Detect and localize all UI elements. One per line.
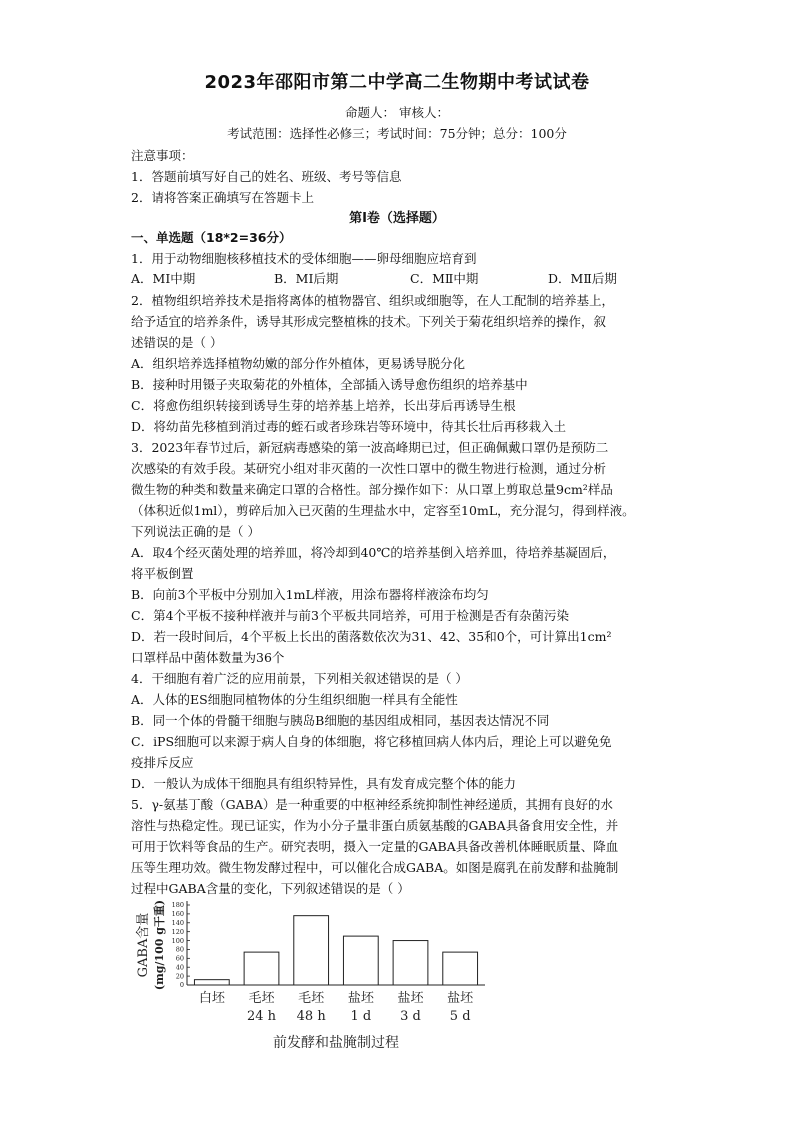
- option-d: D．将幼苗先移植到消过毒的蛭石或者珍珠岩等环境中，待其长壮后再移栽入土: [131, 419, 567, 434]
- x-tick-label: 盐坯: [347, 991, 374, 1006]
- y-tick-label: 160: [171, 910, 184, 919]
- y-tick-label: 140: [171, 918, 184, 927]
- option-d-cont: 口罩样品中菌体数量为36个: [131, 650, 285, 665]
- bar: [294, 916, 329, 985]
- x-tick-label: 毛坯: [248, 991, 275, 1006]
- option-c: C．iPS细胞可以来源于病人自身的体细胞，将它移植回病人体内后，理论上可以避免免: [131, 734, 612, 749]
- option-c: C．MⅡ中期: [410, 271, 479, 286]
- exam-title: 2023年邵阳市第二中学高二生物期中考试试卷: [204, 72, 590, 93]
- x-tick-sublabel: 48 h: [296, 1009, 326, 1024]
- option-c: C．第4个平板不接种样液并与前3个平板共同培养，可用于检测是否有杂菌污染: [131, 608, 569, 623]
- question-2-stem: 述错误的是（ ）: [131, 335, 223, 350]
- x-tick-sublabel: 24 h: [246, 1009, 277, 1024]
- y-axis-label: GABA含量: [136, 912, 151, 978]
- exam-scope: 考试范围：选择性必修三；考试时间：75分钟；总分：100分: [227, 126, 567, 141]
- option-d: D．MⅡ后期: [548, 271, 617, 286]
- part-title: 第I卷（选择题）: [349, 211, 445, 226]
- option-c-cont: 疫排斥反应: [131, 755, 194, 770]
- option-a-cont: 将平板倒置: [131, 566, 194, 581]
- authors-line: 命题人： 审核人：: [345, 105, 449, 120]
- option-b: B．同一个体的骨髓干细胞与胰岛B细胞的基因组成相同，基因表达情况不同: [131, 713, 550, 728]
- y-tick-label: 120: [171, 927, 184, 936]
- gaba-bar-chart: [125, 893, 495, 1063]
- x-tick-sublabel: 5 d: [449, 1009, 471, 1024]
- question-5-stem: 5．γ-氨基丁酸（GABA）是一种重要的中枢神经系统抑制性神经递质，其拥有良好的水: [131, 797, 613, 812]
- y-axis-unit: (mg/100 g干重): [153, 899, 166, 991]
- question-2-stem: 给予适宜的培养条件，诱导其形成完整植株的技术。下列关于菊花组织培养的操作，叙: [131, 314, 607, 329]
- question-5-stem: 压等生理功效。微生物发酵过程中，可以催化合成GABA。如图是腐乳在前发酵和盐腌制: [131, 860, 619, 875]
- option-b: B．接种时用镊子夹取菊花的外植体，全部插入诱导愈伤组织的培养基中: [131, 377, 528, 392]
- bar: [194, 980, 229, 985]
- option-b: B．MⅠ后期: [274, 271, 339, 286]
- option-a: A．取4个经灭菌处理的培养皿，将冷却到40℃的培养基倒入培养皿，待培养基凝固后，: [131, 545, 616, 560]
- option-a: A．MⅠ中期: [131, 271, 196, 286]
- notice-item: 2．请将答案正确填写在答题卡上: [131, 190, 314, 205]
- question-4-stem: 4．干细胞有着广泛的应用前景，下列相关叙述错误的是（ ）: [131, 671, 468, 686]
- y-tick-label: 20: [175, 972, 184, 981]
- question-3-stem: 次感染的有效手段。某研究小组对非灭菌的一次性口罩中的微生物进行检测，通过分析: [131, 461, 607, 476]
- x-tick-label: 白坯: [198, 991, 225, 1006]
- question-5-stem: 过程中GABA含量的变化，下列叙述错误的是（ ）: [131, 881, 410, 896]
- x-tick-sublabel: 1 d: [350, 1009, 372, 1024]
- y-tick-label: 80: [175, 945, 184, 954]
- option-d: D．一般认为成体干细胞具有组织特异性，具有发育成完整个体的能力: [131, 776, 517, 791]
- question-1-stem: 1．用于动物细胞核移植技术的受体细胞——卵母细胞应培育到: [131, 251, 477, 266]
- y-tick-label: 100: [171, 936, 184, 945]
- section-heading: 一、单选题（18*2=36分）: [131, 230, 292, 245]
- option-c: C．将愈伤组织转接到诱导生芽的培养基上培养，长出芽后再诱导生根: [131, 398, 516, 413]
- question-5-stem: 可用于饮料等食品的生产。研究表明，摄入一定量的GABA具备改善机体睡眠质量、降血: [131, 839, 619, 854]
- question-3-stem: 下列说法正确的是（ ）: [131, 524, 260, 539]
- notice-item: 1．答题前填写好自己的姓名、班级、考号等信息: [131, 169, 402, 184]
- y-tick-label: 60: [175, 954, 184, 963]
- x-axis-label: 前发酵和盐腌制过程: [273, 1035, 399, 1051]
- option-a: A．组织培养选择植物幼嫩的部分作外植体，更易诱导脱分化: [131, 356, 466, 371]
- option-d: D．若一段时间后，4个平板上长出的菌落数依次为31、42、35和0个，可计算出1cm²: [131, 629, 612, 644]
- question-3-stem: 3．2023年春节过后，新冠病毒感染的第一波高峰期已过，但正确佩戴口罩仍是预防二: [131, 440, 609, 455]
- option-a: A．人体的ES细胞同植物体的分生组织细胞一样具有全能性: [131, 692, 458, 707]
- x-tick-label: 毛坯: [298, 991, 325, 1006]
- bar: [393, 941, 428, 985]
- x-tick-label: 盐坯: [397, 991, 424, 1006]
- question-3-stem: 微生物的种类和数量来确定口罩的合格性。部分操作如下：从口罩上剪取总量9cm²样品: [131, 482, 613, 497]
- x-tick-sublabel: 3 d: [400, 1009, 421, 1024]
- question-5-stem: 溶性与热稳定性。现已证实，作为小分子量非蛋白质氨基酸的GABA具备食用安全性，并: [131, 818, 619, 833]
- question-3-stem: （体积近似1ml），剪碎后加入已灭菌的生理盐水中，定容至10mL，充分混匀，得到样液。: [131, 503, 635, 518]
- bar: [244, 952, 279, 985]
- y-tick-label: 0: [179, 981, 184, 990]
- x-tick-label: 盐坯: [447, 991, 474, 1006]
- y-tick-label: 180: [171, 901, 184, 910]
- notice-heading: 注意事项：: [131, 148, 194, 163]
- option-b: B．向前3个平板中分别加入1mL样液，用涂布器将样液涂布均匀: [131, 587, 489, 602]
- bar: [443, 952, 478, 985]
- bar: [343, 936, 378, 985]
- question-2-stem: 2．植物组织培养技术是指将离体的植物器官、组织或细胞等，在人工配制的培养基上，: [131, 293, 614, 308]
- y-tick-label: 40: [175, 963, 184, 972]
